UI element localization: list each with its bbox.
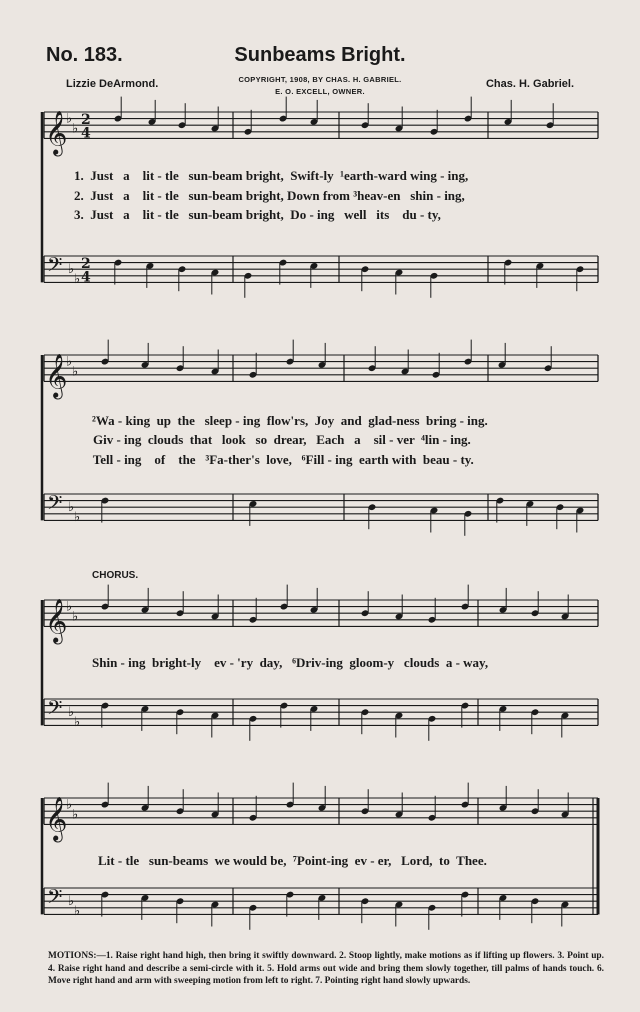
flat-icon: ♭ xyxy=(72,609,79,625)
motions-footnote: MOTIONS:—1. Raise right hand high, then bring it swiftly downward. 2. Stoop lightly, make motions as if lifting up flowers. 3. Point up. 4. Raise right hand and describe a semi-circle with it. 5. Hold arms out wide and bring them slowly together, till palms of hands touch. 6. Move right hand and arm with sweeping motion from left to right. 7. Pointing right hand slowly upwards. xyxy=(48,951,604,987)
flat-icon: ♭ xyxy=(66,111,73,127)
flat-icon: ♭ xyxy=(68,894,75,910)
lyric-system2-verse3: Tell - ing of the ³Fa-ther's love, ⁶Fill - ing earth with beau - ty. xyxy=(80,452,474,467)
lyric-system1-verse2: 2. Just a lit - tle sun-beam bright, Down from ³heav-en shin - ing, xyxy=(74,188,465,203)
lyricist: Lizzie DeArmond. xyxy=(66,78,159,90)
time-signature-bottom: 4 xyxy=(81,125,91,142)
hymn-number: No. 183. xyxy=(46,44,123,66)
bass-clef-icon: 𝄢 xyxy=(47,253,63,282)
chorus-label: CHORUS. xyxy=(92,570,139,581)
bass-clef-icon: 𝄢 xyxy=(47,885,63,914)
bass-clef-icon: 𝄢 xyxy=(47,696,63,725)
flat-icon: ♭ xyxy=(68,500,75,516)
hymn-title: Sunbeams Bright. xyxy=(234,44,406,66)
treble-clef-icon: 𝄞 xyxy=(45,598,68,643)
flat-icon: ♭ xyxy=(72,807,79,823)
flat-icon: ♭ xyxy=(68,262,75,278)
bass-clef-icon: 𝄢 xyxy=(47,491,63,520)
flat-icon: ♭ xyxy=(66,797,73,813)
lyric-chorus-line1: Shin - ing bright-ly ev - 'ry day, ⁶Driv-ing gloom-y clouds a - way, xyxy=(92,655,489,670)
treble-clef-icon: 𝄞 xyxy=(45,796,68,841)
flat-icon: ♭ xyxy=(74,904,81,920)
copyright-line-1: COPYRIGHT, 1908, BY CHAS. H. GABRIEL. xyxy=(238,75,402,84)
time-signature-bottom: 4 xyxy=(81,269,91,286)
composer: Chas. H. Gabriel. xyxy=(485,78,574,90)
lyric-chorus-line2: Lit - tle sun-beams we would be, ⁷Point-ing ev - er, Lord, to Thee. xyxy=(98,853,487,868)
lyric-system2-verse1: ²Wa - king up the sleep - ing flow'rs, Joy and glad-ness bring - ing. xyxy=(92,413,488,428)
lyric-system1-verse1: 1. Just a lit - tle sun-beam bright, Swift-ly ¹earth-ward wing - ing, xyxy=(74,168,469,183)
flat-icon: ♭ xyxy=(68,705,75,721)
treble-clef-icon: 𝄞 xyxy=(45,110,68,155)
flat-icon: ♭ xyxy=(74,715,81,731)
flat-icon: ♭ xyxy=(72,364,79,380)
time-signature-top: 2 xyxy=(81,256,91,273)
time-signature-top: 2 xyxy=(81,112,91,129)
flat-icon: ♭ xyxy=(66,599,73,615)
flat-icon: ♭ xyxy=(74,510,81,526)
treble-clef-icon: 𝄞 xyxy=(45,353,68,398)
flat-icon: ♭ xyxy=(72,121,79,137)
lyric-system1-verse3: 3. Just a lit - tle sun-beam bright, Do - ing well its du - ty, xyxy=(74,207,441,222)
copyright-line-2: E. O. EXCELL, OWNER. xyxy=(275,87,365,96)
flat-icon: ♭ xyxy=(66,354,73,370)
flat-icon: ♭ xyxy=(74,272,81,288)
lyric-system2-verse2: Giv - ing clouds that look so drear, Each a sil - ver ⁴lin - ing. xyxy=(80,432,471,447)
